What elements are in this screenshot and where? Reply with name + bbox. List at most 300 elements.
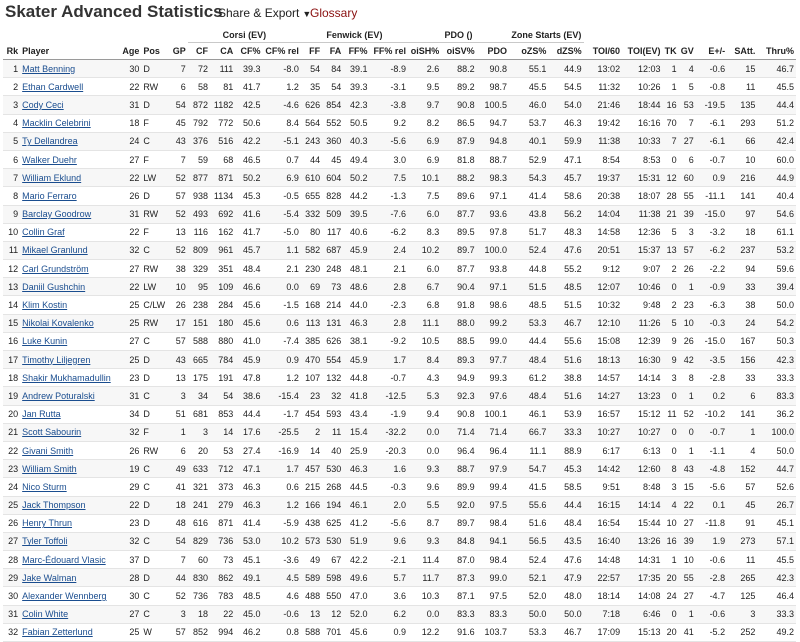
player-link[interactable]: Andrew Poturalski — [22, 390, 95, 401]
player-link[interactable]: Mikael Granlund — [22, 245, 88, 256]
table-cell: 3 — [188, 423, 210, 441]
table-row — [3, 114, 796, 132]
column-header[interactable]: SAtt. — [727, 43, 757, 60]
table-cell: 18 — [3, 369, 20, 387]
table-cell: -5.6 — [370, 514, 408, 532]
table-cell: 14:31 — [622, 551, 662, 569]
table-cell: 54 — [301, 60, 322, 78]
table-cell: 53.3 — [509, 623, 548, 641]
table-cell: 15:37 — [622, 241, 662, 259]
table-cell: 8.7 — [408, 514, 441, 532]
column-header[interactable]: CA — [210, 43, 235, 60]
player-link[interactable]: Ethan Cardwell — [22, 81, 84, 92]
table-cell: 46.3 — [235, 496, 262, 514]
table-cell: 42.5 — [235, 96, 262, 114]
table-cell: 12:03 — [622, 60, 662, 78]
table-cell: 241 — [188, 496, 210, 514]
table-cell: 41.5 — [509, 478, 548, 496]
table-cell: -6.2 — [370, 223, 408, 241]
player-link[interactable]: Cody Ceci — [22, 99, 64, 110]
table-cell: 11 — [662, 405, 678, 423]
table-cell: RW — [141, 78, 169, 96]
table-cell: 26 — [679, 332, 696, 350]
table-cell: 41.2 — [343, 514, 369, 532]
table-cell: -10.2 — [696, 405, 727, 423]
player-link[interactable]: Klim Kostin — [22, 300, 68, 311]
player-link[interactable]: Timothy Liljegren — [22, 354, 91, 365]
table-cell: 284 — [210, 296, 235, 314]
table-cell: 24 — [662, 587, 678, 605]
table-cell: 96.4 — [441, 441, 476, 459]
table-cell: 27 — [118, 150, 141, 168]
table-cell: 11:32 — [584, 78, 622, 96]
table-cell: 46.3 — [235, 478, 262, 496]
table-cell: 10:27 — [622, 423, 662, 441]
player-link[interactable]: Alexander Wennberg — [22, 591, 107, 602]
table-cell: 19:37 — [584, 169, 622, 187]
table-cell: 14:04 — [584, 205, 622, 223]
table-cell: 41.7 — [235, 78, 262, 96]
table-row — [3, 514, 796, 532]
table-cell: 94 — [727, 260, 757, 278]
table-cell: 3.0 — [370, 150, 408, 168]
table-cell: 21 — [662, 205, 678, 223]
column-header[interactable]: oZS% — [509, 43, 548, 60]
table-cell: 87.3 — [441, 569, 476, 587]
table-cell: -1.3 — [370, 187, 408, 205]
player-link[interactable]: Jack Thompson — [22, 500, 86, 511]
table-cell: 1 — [679, 278, 696, 296]
table-cell: 0 — [662, 150, 678, 168]
player-cell — [20, 78, 118, 96]
table-cell: 125 — [727, 587, 757, 605]
player-link[interactable]: Jan Rutta — [22, 409, 61, 420]
table-cell: 14 — [210, 423, 235, 441]
player-link[interactable]: Shakir Mukhamadullin — [22, 372, 111, 383]
table-cell: 6 — [727, 387, 757, 405]
column-header[interactable]: oiSH% — [408, 43, 441, 60]
table-cell: -12.5 — [370, 387, 408, 405]
table-cell: W — [141, 623, 169, 641]
table-cell: 23 — [118, 514, 141, 532]
table-cell: 44.0 — [343, 296, 369, 314]
table-cell: 1 — [662, 78, 678, 96]
table-cell: 27 — [679, 132, 696, 150]
player-link[interactable]: Colin White — [22, 609, 69, 620]
table-cell: -32.2 — [370, 423, 408, 441]
table-cell: 701 — [322, 623, 343, 641]
player-link[interactable]: Nico Sturm — [22, 481, 67, 492]
table-cell: 16:57 — [584, 405, 622, 423]
player-cell — [20, 351, 118, 369]
glossary-link[interactable]: Glossary — [310, 6, 358, 20]
player-link[interactable]: Jake Walman — [22, 572, 77, 583]
table-cell: 54.7 — [509, 460, 548, 478]
table-cell: 4 — [3, 114, 20, 132]
column-header[interactable]: Age — [118, 43, 141, 60]
column-header[interactable]: TOI/60 — [584, 43, 622, 60]
table-cell: 9.4 — [408, 405, 441, 423]
player-link[interactable]: Marc-Édouard Vlasic — [22, 554, 106, 565]
column-header[interactable]: PDO — [477, 43, 509, 60]
table-cell: 1.1 — [263, 241, 301, 259]
table-cell: 40.3 — [343, 132, 369, 150]
table-cell: 49.6 — [343, 569, 369, 587]
table-cell: 90.4 — [441, 278, 476, 296]
table-cell: 47.6 — [548, 241, 583, 259]
table-cell: 55.1 — [509, 60, 548, 78]
table-row — [3, 132, 796, 150]
over-header-row — [3, 27, 796, 43]
table-cell: 51.6 — [509, 514, 548, 532]
table-cell: 94.1 — [477, 532, 509, 550]
table-cell: 131 — [322, 314, 343, 332]
table-cell: 22 — [118, 278, 141, 296]
table-cell: 22 — [118, 169, 141, 187]
table-cell: 45.6 — [235, 314, 262, 332]
table-cell: 54 — [170, 532, 188, 550]
table-cell: 22 — [3, 441, 20, 459]
table-cell: 692 — [210, 205, 235, 223]
table-cell: 32 — [118, 532, 141, 550]
table-cell: 230 — [301, 260, 322, 278]
fenwick-group-header: Fenwick (EV) — [301, 27, 408, 43]
player-cell — [20, 496, 118, 514]
table-cell: 27 — [118, 260, 141, 278]
table-cell: 7.5 — [408, 187, 441, 205]
player-link[interactable]: William Eklund — [22, 172, 82, 183]
table-row — [3, 569, 796, 587]
table-cell: 6 — [170, 78, 188, 96]
table-cell: -0.6 — [696, 60, 727, 78]
table-cell: 6.0 — [408, 205, 441, 223]
player-link[interactable]: Collin Graf — [22, 227, 65, 238]
table-cell: 0 — [662, 605, 678, 623]
table-cell: 16 — [662, 96, 678, 114]
table-cell: 9:51 — [584, 478, 622, 496]
player-link[interactable]: Walker Duehr — [22, 154, 77, 165]
table-cell: 81.8 — [441, 150, 476, 168]
table-cell: 7:18 — [584, 605, 622, 623]
table-cell: 55.2 — [548, 260, 583, 278]
table-cell: 47.9 — [548, 569, 583, 587]
table-cell: 26.7 — [757, 496, 796, 514]
table-cell: 83.3 — [757, 387, 796, 405]
table-cell: 39.1 — [343, 60, 369, 78]
share-export-label: Share & Export — [218, 6, 300, 20]
table-cell: 70 — [662, 114, 678, 132]
table-cell: 12.2 — [408, 623, 441, 641]
player-cell — [20, 114, 118, 132]
player-cell — [20, 441, 118, 459]
table-cell: 46.3 — [343, 314, 369, 332]
column-header[interactable]: CF% — [235, 43, 262, 60]
table-cell: 20:38 — [584, 187, 622, 205]
table-cell: 44 — [301, 150, 322, 168]
player-cell — [20, 241, 118, 259]
table-cell: 88.0 — [441, 314, 476, 332]
table-cell: 52.0 — [509, 587, 548, 605]
table-cell: 14:58 — [584, 223, 622, 241]
table-cell: 2.6 — [408, 60, 441, 78]
player-link[interactable]: Daniil Gushchin — [22, 281, 86, 292]
player-link[interactable]: Givani Smith — [22, 445, 74, 456]
table-cell: 332 — [301, 205, 322, 223]
table-cell: 0.0 — [408, 441, 441, 459]
table-cell: 56.2 — [548, 205, 583, 223]
column-header[interactable]: FF% — [343, 43, 369, 60]
column-header[interactable]: Thru% — [757, 43, 796, 60]
table-cell: 27.4 — [235, 441, 262, 459]
table-cell: 31 — [118, 387, 141, 405]
table-cell: 2.1 — [370, 260, 408, 278]
table-cell: 7 — [662, 132, 678, 150]
table-cell: 87.7 — [441, 205, 476, 223]
table-cell: 1.7 — [263, 460, 301, 478]
player-link[interactable]: Tyler Toffoli — [22, 536, 68, 547]
table-cell: 57 — [170, 187, 188, 205]
table-cell: 98.6 — [477, 296, 509, 314]
table-cell: 99.0 — [477, 569, 509, 587]
table-cell: 16:16 — [622, 114, 662, 132]
player-link[interactable]: Henry Thrun — [22, 518, 73, 529]
table-cell: 588 — [301, 623, 322, 641]
table-cell: 12 — [662, 169, 678, 187]
table-row — [3, 314, 796, 332]
table-cell: D — [141, 569, 169, 587]
table-cell: -5.2 — [696, 623, 727, 641]
table-cell: D — [141, 369, 169, 387]
table-cell: 34 — [188, 387, 210, 405]
table-cell: 58 — [188, 78, 210, 96]
table-cell: 14:14 — [622, 496, 662, 514]
table-cell: 54.0 — [548, 96, 583, 114]
player-link[interactable]: Macklin Celebrini — [22, 118, 91, 129]
table-cell: -7.4 — [263, 332, 301, 350]
column-header[interactable]: dZS% — [548, 43, 583, 60]
column-header[interactable]: FF — [301, 43, 322, 60]
table-cell: 42.3 — [757, 569, 796, 587]
table-cell: 48.4 — [509, 351, 548, 369]
table-cell: 45.0 — [235, 605, 262, 623]
table-cell: 5.5 — [408, 496, 441, 514]
table-cell: 530 — [322, 532, 343, 550]
table-row — [3, 478, 796, 496]
table-cell: -3.1 — [370, 78, 408, 96]
table-cell: 44.8 — [509, 260, 548, 278]
table-cell: 0.9 — [263, 351, 301, 369]
player-link[interactable]: Scott Sabourin — [22, 427, 82, 438]
table-cell: 32 — [322, 387, 343, 405]
table-cell: 22 — [118, 223, 141, 241]
table-cell: 49 — [170, 460, 188, 478]
table-cell: 0.0 — [408, 423, 441, 441]
table-row — [3, 587, 796, 605]
player-cell — [20, 387, 118, 405]
table-cell: 50.0 — [509, 605, 548, 623]
table-cell: 626 — [322, 332, 343, 350]
player-cell — [20, 187, 118, 205]
player-link[interactable]: William Smith — [22, 463, 77, 474]
table-cell: C — [141, 478, 169, 496]
table-cell: 42.2 — [235, 132, 262, 150]
column-header[interactable]: CF% rel — [263, 43, 301, 60]
table-cell: 18 — [118, 114, 141, 132]
table-cell: 12:60 — [622, 460, 662, 478]
table-cell: 54 — [322, 78, 343, 96]
table-cell: 80 — [301, 223, 322, 241]
table-cell: -3.2 — [696, 223, 727, 241]
table-cell: 50.0 — [548, 605, 583, 623]
table-cell: -8.9 — [370, 60, 408, 78]
table-cell: 59.6 — [757, 260, 796, 278]
column-header[interactable]: FF% rel — [370, 43, 408, 60]
player-link[interactable]: Mario Ferraro — [22, 190, 77, 201]
column-header[interactable]: GV — [679, 43, 696, 60]
table-cell: 10:26 — [622, 78, 662, 96]
table-cell: C — [141, 587, 169, 605]
table-cell: 360 — [322, 132, 343, 150]
table-cell: 633 — [188, 460, 210, 478]
table-cell: 20 — [662, 623, 678, 641]
table-cell: -11.1 — [696, 187, 727, 205]
player-link[interactable]: Barclay Goodrow — [22, 209, 92, 220]
table-cell: 18:07 — [622, 187, 662, 205]
table-cell: -7.6 — [370, 205, 408, 223]
table-row — [3, 150, 796, 168]
column-header[interactable]: FA — [322, 43, 343, 60]
table-cell: 582 — [301, 241, 322, 259]
table-cell: 27 — [679, 587, 696, 605]
player-link[interactable]: Fabian Zetterlund — [22, 627, 93, 638]
table-cell: 655 — [301, 187, 322, 205]
player-link[interactable]: Matt Benning — [22, 63, 76, 74]
table-cell: 6.9 — [263, 169, 301, 187]
table-cell: 48 — [170, 514, 188, 532]
table-cell: 51.6 — [548, 351, 583, 369]
table-cell: 51.2 — [757, 114, 796, 132]
table-cell: 1 — [170, 423, 188, 441]
table-cell: 6.0 — [408, 260, 441, 278]
column-header[interactable]: CF — [188, 43, 210, 60]
table-cell: 10:33 — [622, 132, 662, 150]
table-cell: 0.0 — [263, 278, 301, 296]
table-cell: 191 — [210, 369, 235, 387]
table-cell: 18:44 — [622, 96, 662, 114]
table-cell: 1.9 — [696, 532, 727, 550]
table-row — [3, 369, 796, 387]
table-cell: 54.6 — [757, 205, 796, 223]
table-cell: 961 — [210, 241, 235, 259]
table-cell: 89.2 — [441, 78, 476, 96]
table-cell: 100.0 — [477, 241, 509, 259]
table-cell: 40 — [322, 441, 343, 459]
table-cell: 42.4 — [757, 132, 796, 150]
table-cell: RW — [141, 314, 169, 332]
table-cell: -2.8 — [696, 569, 727, 587]
table-cell: 24 — [118, 132, 141, 150]
column-header[interactable]: TK — [662, 43, 678, 60]
table-cell: 5 — [662, 314, 678, 332]
table-cell: 44.8 — [343, 369, 369, 387]
table-cell: 8.2 — [408, 114, 441, 132]
table-cell: 58.6 — [548, 187, 583, 205]
table-cell: 33 — [727, 278, 757, 296]
table-cell: C — [141, 605, 169, 623]
table-cell: 87.0 — [441, 551, 476, 569]
table-cell: 88.2 — [441, 169, 476, 187]
table-cell: 14:42 — [584, 460, 622, 478]
table-cell: 44.9 — [757, 169, 796, 187]
table-cell: 10 — [679, 551, 696, 569]
table-cell: C — [141, 532, 169, 550]
table-cell: 38 — [170, 260, 188, 278]
table-cell: 51.6 — [548, 387, 583, 405]
table-cell: 46.5 — [235, 150, 262, 168]
table-cell: 53 — [210, 441, 235, 459]
table-cell: -0.7 — [696, 423, 727, 441]
table-cell: 5 — [662, 223, 678, 241]
column-header[interactable]: TOI(EV) — [622, 43, 662, 60]
table-cell: 0.8 — [263, 623, 301, 641]
table-cell: 9 — [662, 332, 678, 350]
table-cell: 81 — [210, 78, 235, 96]
player-link[interactable]: Carl Grundström — [22, 263, 89, 274]
table-cell: 58.5 — [548, 478, 583, 496]
column-header[interactable]: Player — [20, 43, 118, 60]
table-cell: 141 — [727, 405, 757, 423]
table-cell: 103.7 — [477, 623, 509, 641]
table-cell: C — [141, 387, 169, 405]
table-cell: F — [141, 223, 169, 241]
table-cell: 45.5 — [509, 78, 548, 96]
table-row — [3, 423, 796, 441]
pdo-group-header: PDO () — [408, 27, 509, 43]
table-cell: 23 — [118, 369, 141, 387]
table-cell: -9.2 — [370, 332, 408, 350]
table-cell: 880 — [210, 332, 235, 350]
table-cell: -3.6 — [263, 551, 301, 569]
table-cell: 3 — [170, 605, 188, 623]
column-header[interactable]: GP — [170, 43, 188, 60]
table-cell: 26 — [118, 187, 141, 205]
player-link[interactable]: Nikolai Kovalenko — [22, 318, 94, 329]
table-cell: 216 — [727, 169, 757, 187]
column-header[interactable]: E+/- — [696, 43, 727, 60]
table-cell: 215 — [301, 478, 322, 496]
table-cell: 30 — [3, 587, 20, 605]
player-cell — [20, 460, 118, 478]
table-cell: 17:09 — [584, 623, 622, 641]
column-header[interactable]: Rk — [3, 43, 20, 60]
table-cell: 6.7 — [408, 278, 441, 296]
column-header[interactable]: oiSV% — [441, 43, 476, 60]
table-cell: 69 — [301, 278, 322, 296]
table-cell: -5.6 — [370, 132, 408, 150]
table-cell: 552 — [322, 114, 343, 132]
column-header[interactable]: Pos — [141, 43, 169, 60]
table-cell: 828 — [322, 187, 343, 205]
player-link[interactable]: Ty Dellandrea — [22, 136, 78, 147]
player-link[interactable]: Luke Kunin — [22, 336, 68, 347]
table-cell: 2.8 — [370, 278, 408, 296]
table-cell: 19:42 — [584, 114, 622, 132]
table-cell: 91.6 — [441, 623, 476, 641]
share-export-menu[interactable] — [218, 6, 311, 20]
table-cell: 54.5 — [548, 78, 583, 96]
table-row — [3, 496, 796, 514]
table-cell: 44.2 — [343, 187, 369, 205]
